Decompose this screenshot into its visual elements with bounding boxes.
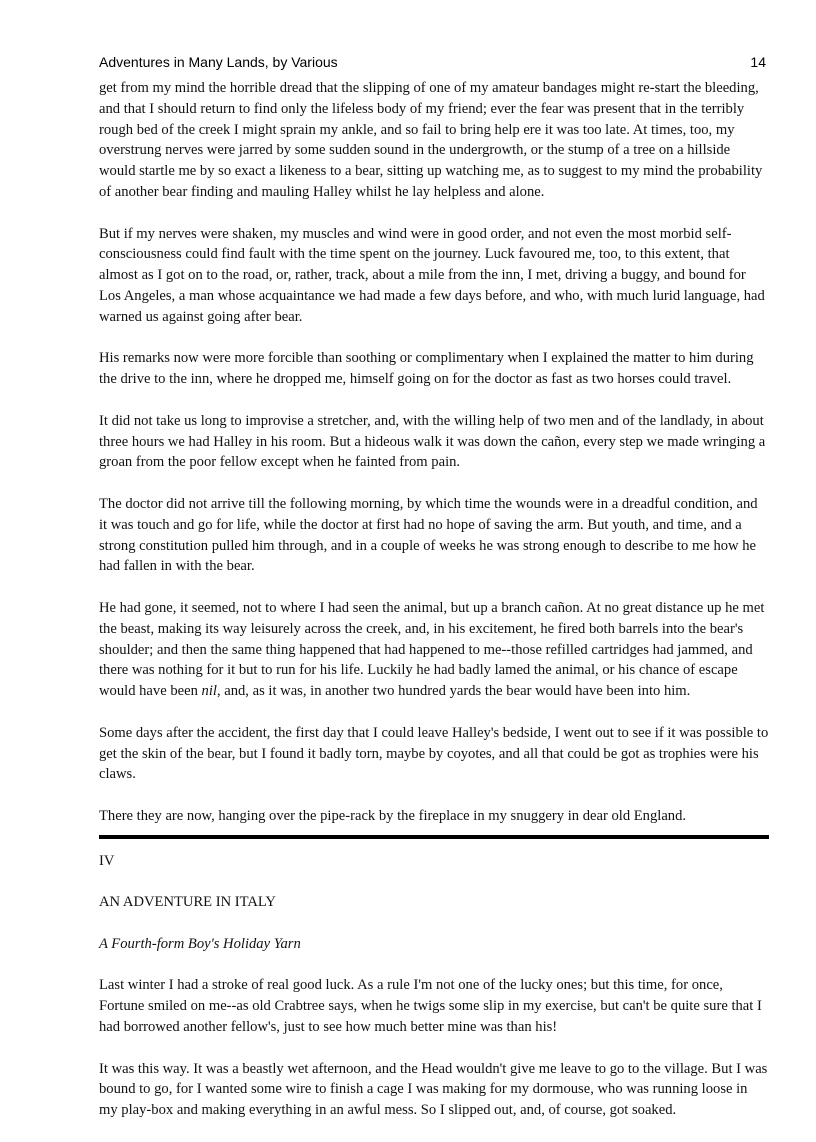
- chapter-title: AN ADVENTURE IN ITALY: [99, 894, 276, 911]
- paragraph-text: , and, as it was, in another two hundred yards the bear would have been into him.: [216, 683, 691, 700]
- italic-word: nil: [201, 683, 217, 700]
- paragraph-text: He had gone, it seemed, not to where I had seen the animal, but up a branch cañon. At no great distance up he met the beast, making its way leisurely across the creek, and, in his excitement, he fired both barrels into the bear's shoulder; and then the same thing happened that had happened to me--those refilled cartridges had jammed, and there was nothing for it but to run for his life. Luckily he had badly lamed the animal, or his chance of escape would have been: [99, 599, 765, 700]
- paragraph: Some days after the accident, the first day that I could leave Halley's bedside, I went out to see if it was possible to get the skin of the bear, but I found it badly torn, maybe by coyotes, and all that could be got as trophies were his claws.: [99, 724, 769, 783]
- paragraph: [99, 598, 769, 702]
- paragraph: It was this way. It was a beastly wet afternoon, and the Head wouldn't give me leave to go to the village. But I was bound to go, for I wanted some wire to finish a cage I was making for my dormouse, who was running loose in my play-box and making everything in an awful mess. So I slipped out, and, of course, got soaked.: [99, 1060, 768, 1119]
- paragraph: get from my mind the horrible dread that the slipping of one of my amateur bandages might re-start the bleeding, and that I should return to find only the lifeless body of my friend; ever the fear was present that in the terribly rough bed of the creek I might sprain my ankle, and so fail to bring help ere it was too late. At times, too, my overstrung nerves were jarred by some sudden sound in the undergrowth, or the stump of a tree on a hillside would startle me by so exact a likeness to a bear, sitting up watching me, as to suggest to my mind the probability of another bear finding and mauling Halley whilst he lay helpless and alone.: [99, 80, 763, 200]
- paragraph: There they are now, hanging over the pipe-rack by the fireplace in my snuggery in dear old England.: [99, 807, 687, 824]
- page-header: [99, 54, 766, 72]
- page-content: [99, 78, 769, 1142]
- section-divider: [99, 835, 769, 839]
- paragraph: It did not take us long to improvise a stretcher, and, with the willing help of two men and of the landlady, in about three hours we had Halley in his room. But a hideous walk it was down the cañon, every step we made wringing a groan from the poor fellow except when he fainted from pain.: [99, 412, 766, 471]
- book-title: Adventures in Many Lands, by Various: [99, 54, 338, 70]
- paragraph: Last winter I had a stroke of real good luck. As a rule I'm not one of the lucky ones; but this time, for once, Fortune smiled on me--as old Crabtree says, when he twigs some slip in my exercise, but can't be quite sure that I had borrowed another fellow's, just to see how much better mine was than his!: [99, 977, 762, 1036]
- paragraph: The doctor did not arrive till the following morning, by which time the wounds were in a dreadful condition, and it was touch and go for life, while the doctor at first had no hope of saving the arm. But youth, and time, and a strong constitution pulled him through, and in a couple of weeks he was strong enough to describe to me how he had fallen in with the bear.: [99, 495, 758, 575]
- chapter-number: IV: [99, 852, 115, 869]
- paragraph: His remarks now were more forcible than soothing or complimentary when I explained the matter to him during the drive to the inn, where he dropped me, himself going on for the doctor as fast as two horses could travel.: [99, 350, 754, 388]
- paragraph: But if my nerves were shaken, my muscles and wind were in good order, and not even the most morbid self-consciousness could find fault with the time spent on the journey. Luck favoured me, too, to this extent, that almost as I got on to the road, or, rather, track, about a mile from the inn, I met, driving a buggy, and bound for Los Angeles, a man whose acquaintance we had made a few days before, and who, with much lurid language, had warned us against going after bear.: [99, 225, 765, 325]
- page-number: 14: [750, 54, 766, 70]
- chapter-subtitle: A Fourth-form Boy's Holiday Yarn: [99, 935, 301, 952]
